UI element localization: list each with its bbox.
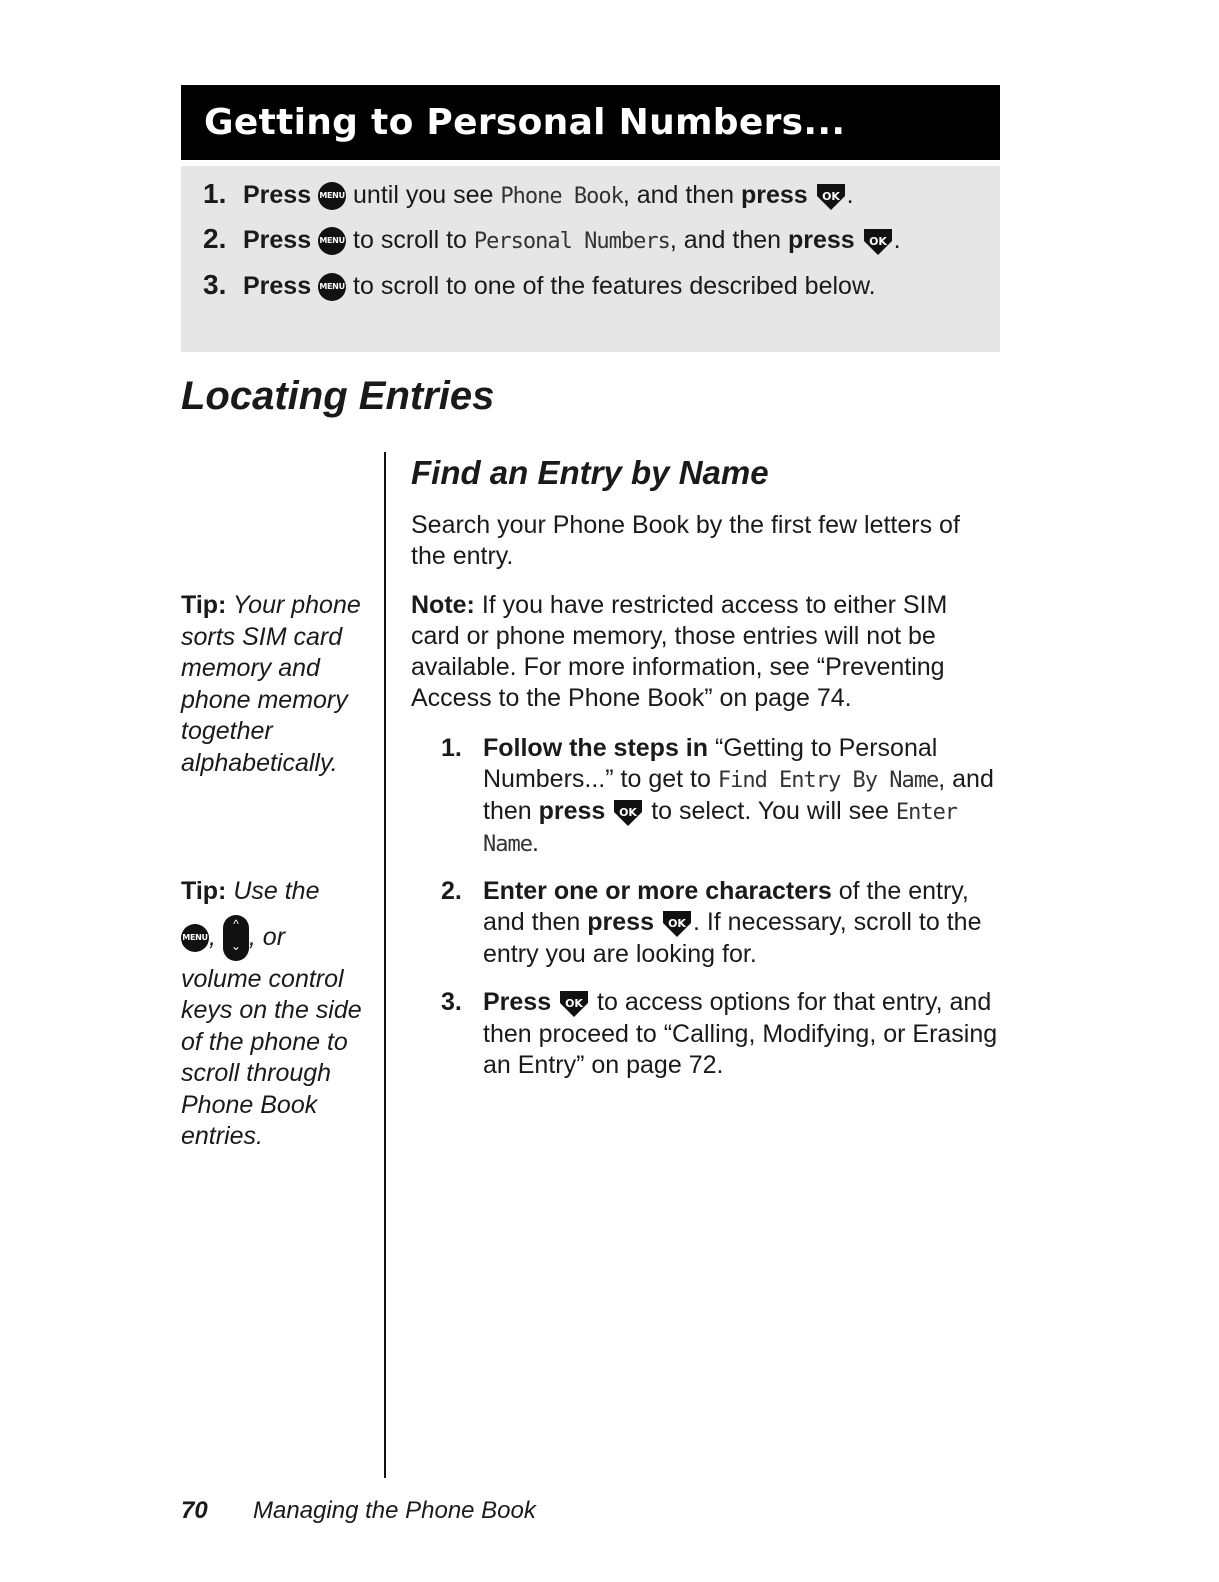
page-number: 70 [181, 1497, 208, 1524]
subsection-title: Find an Entry by Name [411, 454, 769, 491]
menu-key-icon: MENU [318, 273, 346, 301]
section-title: Locating Entries [181, 374, 495, 418]
ok-key-icon [815, 180, 847, 212]
ok-key-icon [661, 907, 693, 939]
column-divider [384, 452, 386, 1478]
menu-key-icon: MENU [318, 182, 346, 210]
tip-sorting: Tip: Your phone sorts SIM card memory and phone memory together alphabetically. [181, 591, 361, 777]
svg-text:OK: OK [565, 997, 584, 1011]
header-banner [181, 85, 1000, 160]
setup-step-1: 1. Press MENU until you see Phone Book, and then press OK . [203, 178, 854, 212]
svg-text:OK: OK [821, 190, 840, 204]
setup-step-2: 2. Press MENU to scroll to Personal Numbers, and then press OK . [203, 223, 901, 257]
banner-title: Getting to Personal Numbers... [204, 102, 846, 143]
svg-text:OK: OK [619, 806, 638, 820]
ok-key-icon [612, 796, 644, 828]
tip-scrolling: Tip: Use the MENU, ^ ⌄ , or volume control keys on the side of the phone to scroll through Phone Book entries. [181, 877, 362, 1150]
note-paragraph: Note: If you have restricted access to either SIM card or phone memory, those entries will not be available. For more information, see “Preventing Access to the Phone Book” on page 74. [411, 591, 948, 712]
footer-section-title: Managing the Phone Book [253, 1497, 536, 1524]
scroll-key-icon: ^ ⌄ [223, 915, 249, 961]
setup-steps-box [181, 166, 1000, 352]
menu-key-icon: MENU [181, 924, 209, 952]
setup-step-3: 3. Press MENU to scroll to one of the features described below. [203, 269, 876, 300]
svg-text:OK: OK [868, 235, 887, 249]
intro-paragraph: Search your Phone Book by the first few letters of the entry. [411, 511, 960, 570]
ok-key-icon [862, 225, 894, 257]
svg-text:OK: OK [668, 917, 686, 931]
ok-key-icon [558, 987, 590, 1019]
menu-key-icon: MENU [318, 227, 346, 255]
